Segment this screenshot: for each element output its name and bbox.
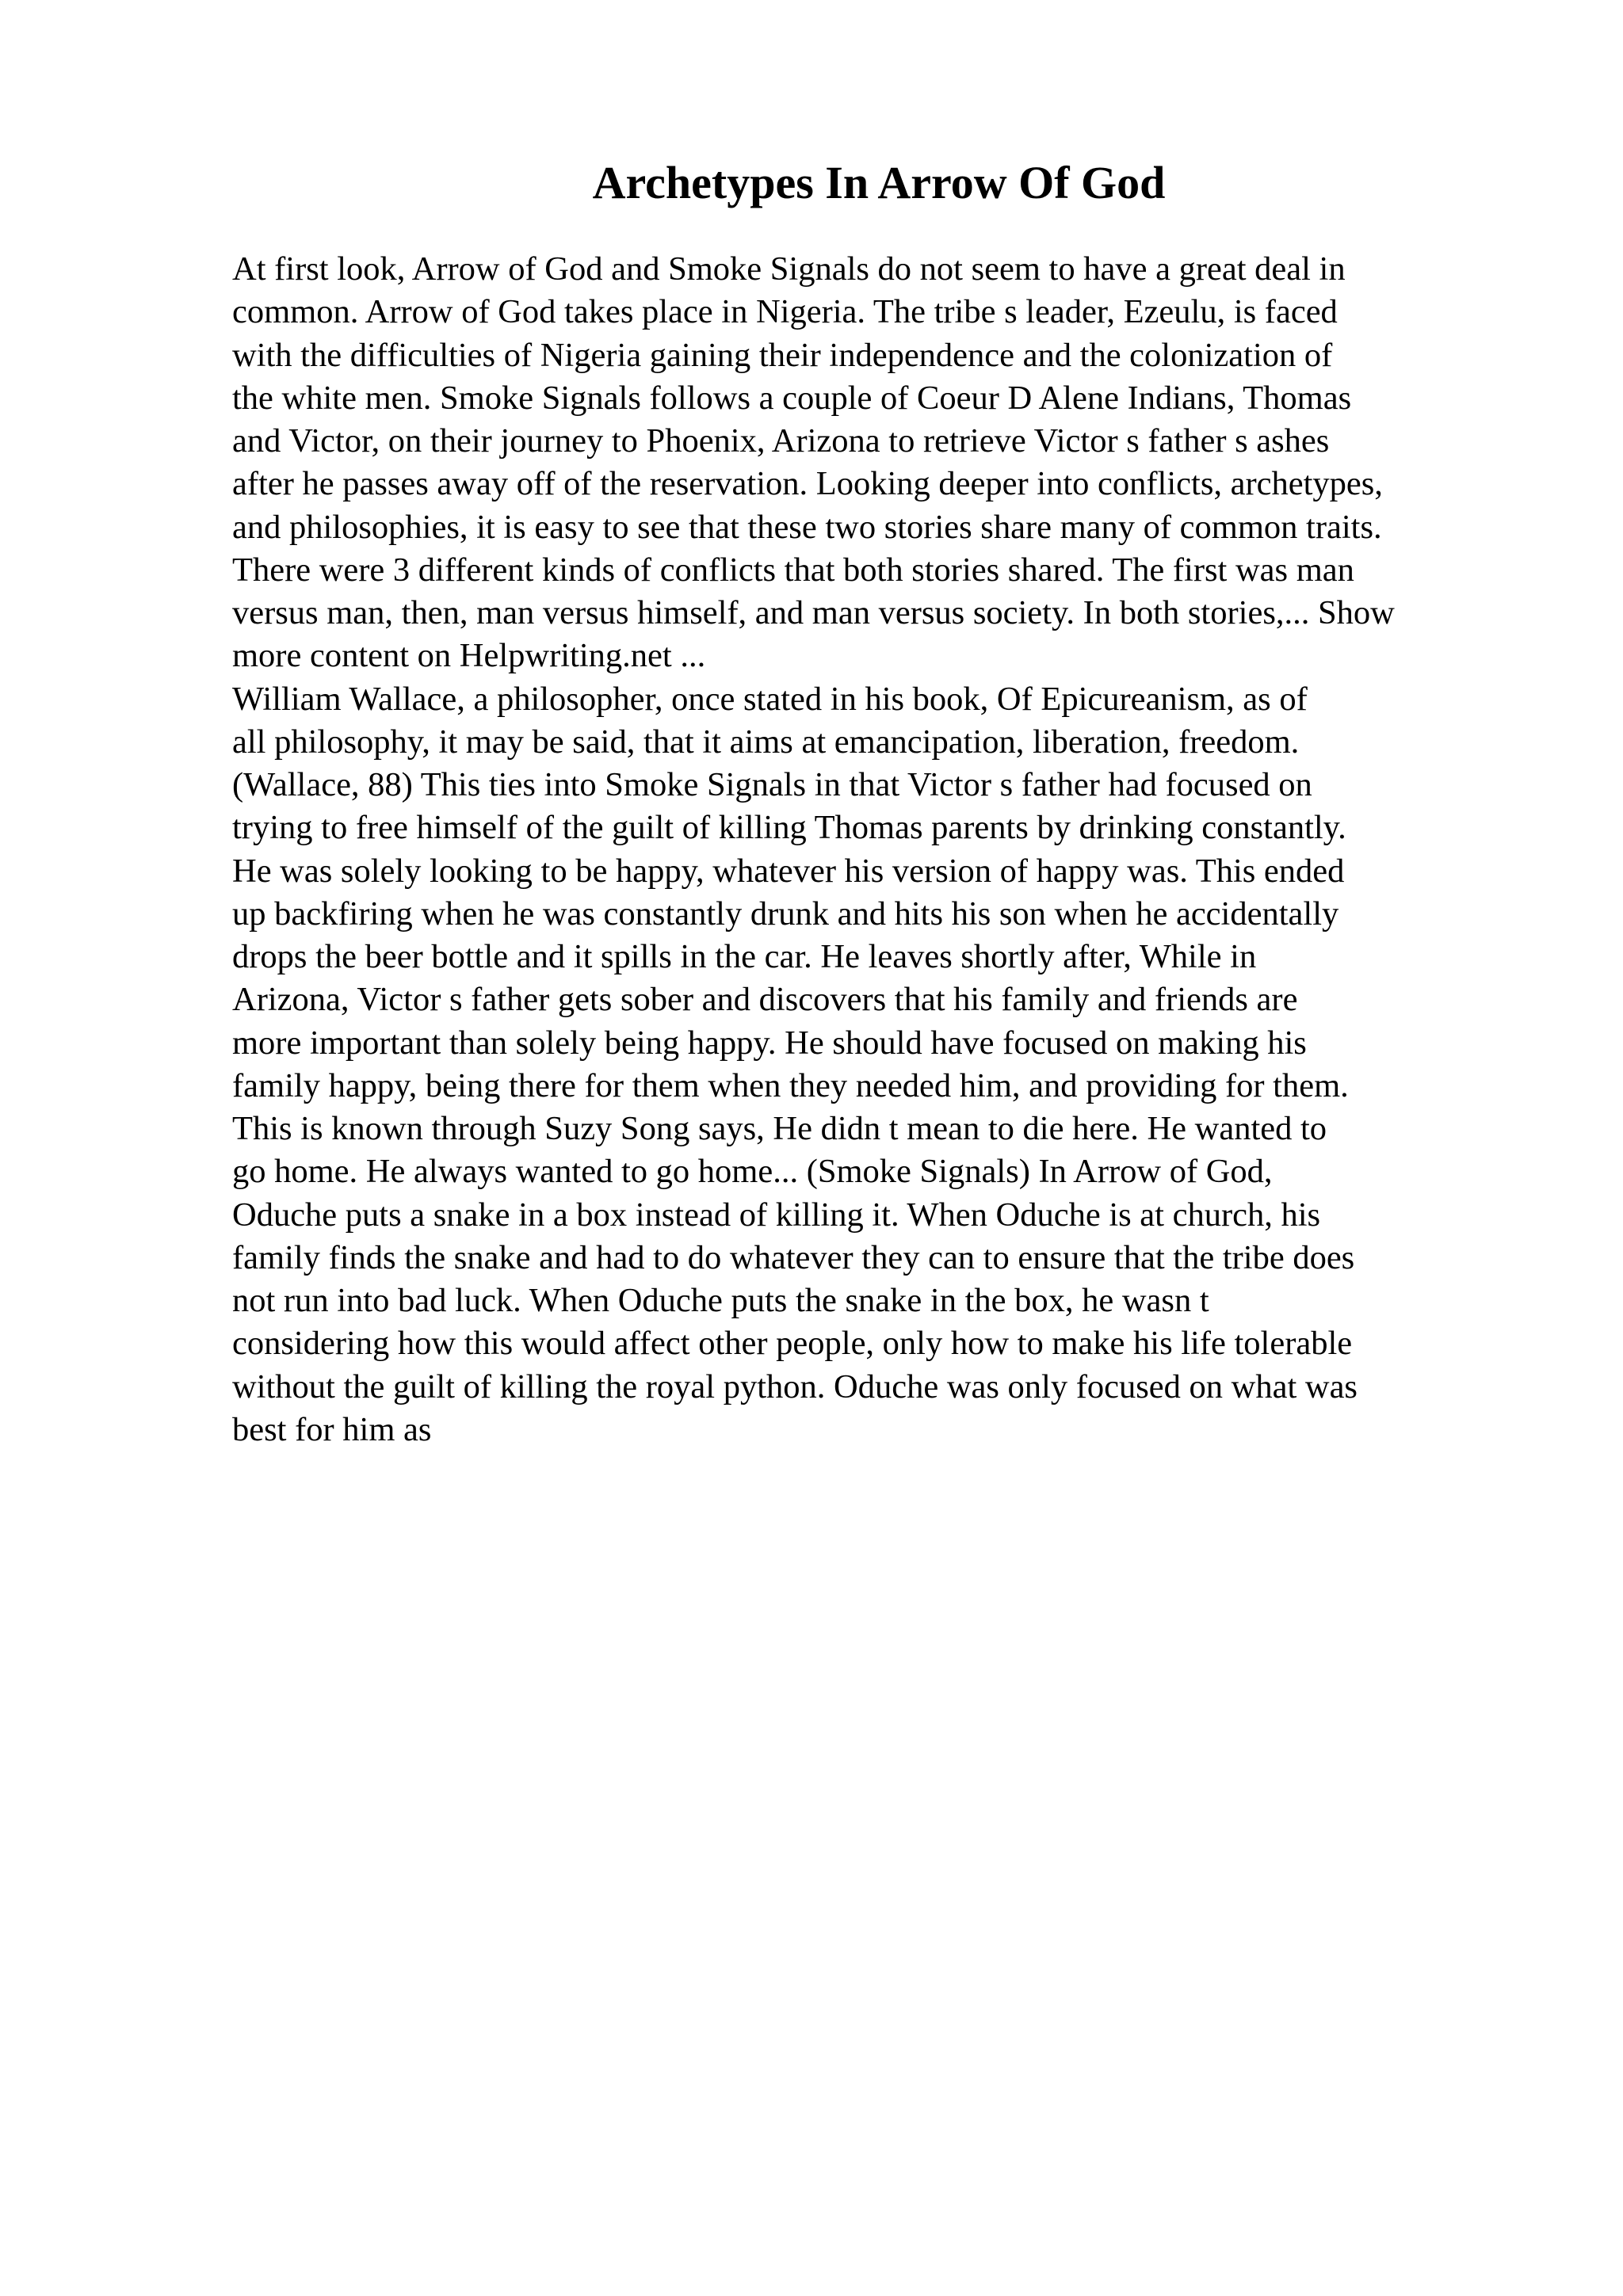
text-line: He was solely looking to be happy, whatever his version of happy was. This ended: [232, 852, 1345, 890]
text-line: considering how this would affect other people, only how to make his life tolerable: [232, 1325, 1353, 1363]
text-line: versus man, then, man versus himself, and man versus society. In both stories,... Show: [232, 594, 1395, 631]
text-line: all philosophy, it may be said, that it aims at emancipation, liberation, freedom.: [232, 723, 1300, 761]
text-line: Arizona, Victor s father gets sober and discovers that his family and friends are: [232, 981, 1298, 1019]
text-line: At first look, Arrow of God and Smoke Signals do not seem to have a great deal in: [232, 250, 1346, 288]
document-title: Archetypes In Arrow Of God: [592, 157, 1166, 208]
text-line: best for him as: [232, 1410, 432, 1448]
text-line: after he passes away off of the reservation. Looking deeper into conflicts, archetypes,: [232, 465, 1383, 503]
text-line: Oduche puts a snake in a box instead of killing it. When Oduche is at church, his: [232, 1196, 1321, 1234]
text-line: the white men. Smoke Signals follows a couple of Coeur D Alene Indians, Thomas: [232, 379, 1352, 417]
text-line: and philosophies, it is easy to see that these two stories share many of common traits.: [232, 508, 1382, 546]
text-line: and Victor, on their journey to Phoenix, Arizona to retrieve Victor s father s ashes: [232, 422, 1330, 460]
text-line: common. Arrow of God takes place in Nigeria. The tribe s leader, Ezeulu, is faced: [232, 293, 1338, 331]
document-body: [232, 248, 1500, 1451]
text-line: without the guilt of killing the royal python. Oduche was only focused on what was: [232, 1367, 1358, 1405]
text-line: (Wallace, 88) This ties into Smoke Signals in that Victor s father had focused on: [232, 766, 1312, 803]
text-line: This is known through Suzy Song says, He didn t mean to die here. He wanted to: [232, 1110, 1327, 1147]
text-line: with the difficulties of Nigeria gaining their independence and the colonization of: [232, 336, 1333, 374]
text-line: up backfiring when he was constantly drunk and hits his son when he accidentally: [232, 894, 1339, 933]
text-line: go home. He always wanted to go home... (Smoke Signals) In Arrow of God,: [232, 1153, 1273, 1191]
text-line: drops the beer bottle and it spills in the car. He leaves shortly after, While in: [232, 938, 1257, 975]
text-line: family happy, being there for them when they needed him, and providing for them.: [232, 1066, 1349, 1104]
text-line: trying to free himself of the guilt of killing Thomas parents by drinking constantly.: [232, 809, 1346, 847]
text-line: not run into bad luck. When Oduche puts the snake in the box, he wasn t: [232, 1282, 1209, 1319]
text-line: more content on Helpwriting.net ...: [232, 637, 706, 675]
text-line: more important than solely being happy. He should have focused on making his: [232, 1024, 1307, 1062]
text-line: family finds the snake and had to do whatever they can to ensure that the tribe does: [232, 1238, 1355, 1276]
text-line: William Wallace, a philosopher, once stated in his book, Of Epicureanism, as of: [232, 680, 1308, 718]
text-line: There were 3 different kinds of conflicts that both stories shared. The first was man: [232, 551, 1354, 589]
